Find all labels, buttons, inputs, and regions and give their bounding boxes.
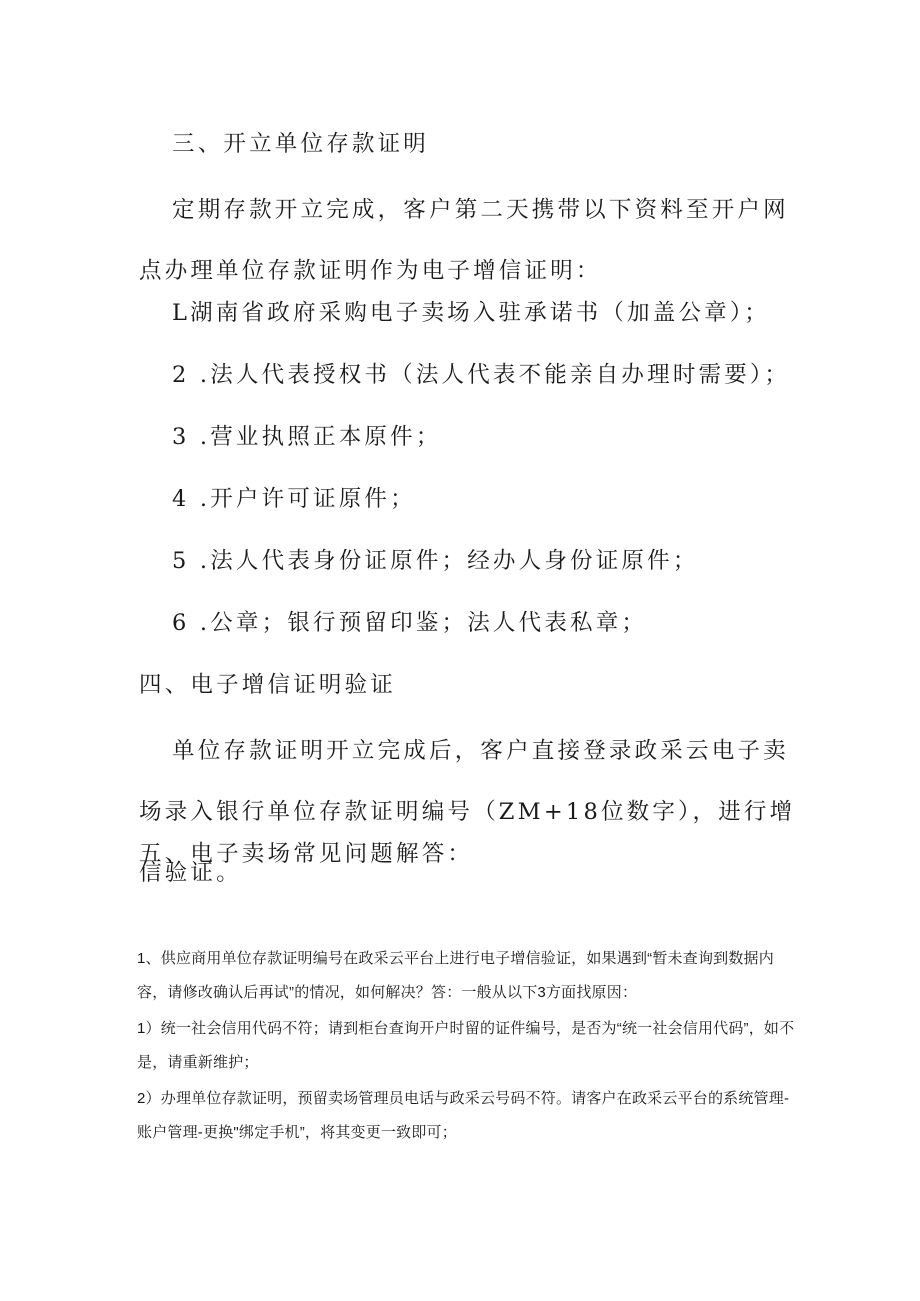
list-item-5: 5 .法人代表身份证原件；经办人身份证原件；: [172, 548, 699, 574]
section4-body: 单位存款证明开立完成后，客户直接登录政采云电子卖场录入银行单位存款证明编号（ZM+18位数字），进行增信验证。: [139, 738, 796, 886]
list-item-4: 4 .开户许可证原件；: [172, 486, 416, 512]
section3-intro: 定期存款开立完成，客户第二天携带以下资料至开户网点办理单位存款证明作为电子增信证明：: [139, 197, 789, 284]
section5-heading: 五、电子卖场常见问题解答：: [139, 841, 474, 867]
section3-heading: 三、开立单位存款证明: [172, 131, 430, 157]
list-item-1: L湖南省政府采购电子卖场入驻承诺书（加盖公章）；: [172, 300, 770, 326]
list-item-2: 2 .法人代表授权书（法人代表不能亲自办理时需要）；: [172, 362, 791, 388]
section4-heading: 四、电子增信证明验证: [139, 672, 397, 698]
list-item-6: 6 .公章；银行预留印鉴；法人代表私章；: [172, 610, 648, 636]
faq-question-1: 1、供应商用单位存款证明编号在政采云平台上进行电子增信验证，如果遇到“暂未查询到数据内容，请修改确认后再试”的情况，如何解决？答：一般从以下3方面找原因：: [137, 950, 774, 1001]
faq-answer-1: 1）统一社会信用代码不符；请到柜台查询开户时留的证件编号，是否为“统一社会信用代码”，如不是，请重新维护；: [137, 1020, 795, 1071]
list-item-3: 3 .营业执照正本原件；: [172, 424, 442, 450]
faq-answer-2: 2）办理单位存款证明，预留卖场管理员电话与政采云号码不符。请客户在政采云平台的系统管理-账户管理-更换"绑定手机”，将其变更一致即可；: [137, 1090, 790, 1141]
